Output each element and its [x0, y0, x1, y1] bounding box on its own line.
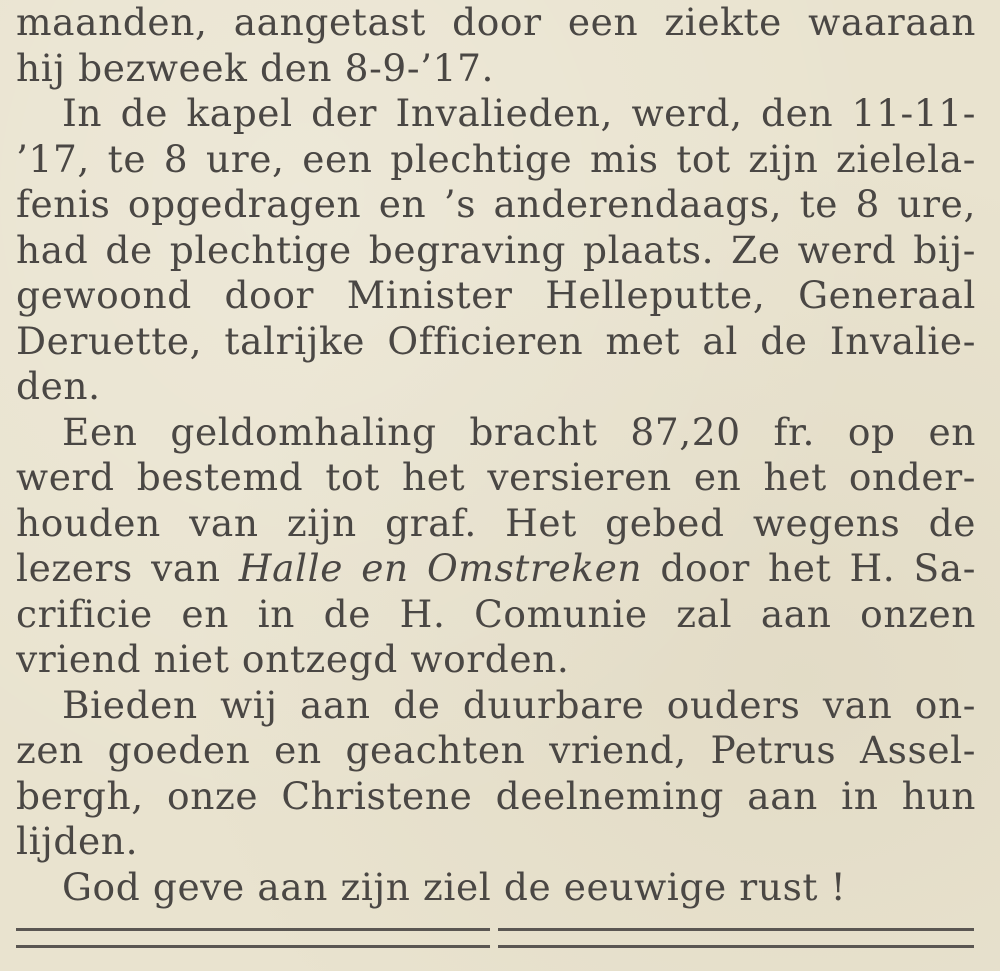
paragraph-start-line: In de kapel der Invalieden, werd, den 11-11-: [62, 91, 976, 135]
text-line: zen goeden en geachten vriend, Petrus Assel-: [16, 728, 976, 772]
publication-title: Halle en Omstreken: [238, 546, 643, 590]
text-line: gewoond door Minister Helleputte, Generaal: [16, 273, 976, 317]
text-line: maanden, aangetast door een ziekte waaraan: [16, 0, 976, 44]
text-line: ’17, te 8 ure, een plechtige mis tot zijn zielela-: [16, 136, 976, 181]
divider-left: [16, 928, 490, 948]
text-line: Deruette, talrijke Officieren met al de Invalie-: [16, 318, 976, 363]
text-line: houden van zijn graf. Het gebed wegens de: [16, 500, 976, 545]
text-line-with-title: [16, 546, 976, 592]
text-line: crificie en in de H. Comunie zal aan onzen: [16, 591, 976, 636]
text-line: hij bezweek den 8-9-’17.: [16, 45, 495, 90]
paragraph-start-line: Een geldomhaling bracht 87,20 fr. op en: [62, 409, 976, 454]
text-line: fenis opgedragen en ’s anderendaags, te 8 ure,: [16, 182, 976, 226]
text-line: had de plechtige begraving plaats. Ze werd bij-: [16, 227, 976, 272]
text-line: bergh, onze Christene deelneming aan in hun: [16, 773, 976, 818]
text-line: vriend niet ontzegd worden.: [16, 637, 570, 681]
paragraph-start-line: Bieden wij aan de duurbare ouders van on-: [62, 682, 976, 727]
text-fragment: lezers van: [16, 546, 221, 590]
text-line: lijden.: [16, 819, 139, 863]
double-rule-divider: [16, 928, 974, 950]
divider-right: [498, 928, 974, 948]
closing-line: God geve aan zijn ziel de eeuwige rust !: [62, 864, 847, 909]
text-line: den.: [16, 364, 101, 408]
text-line: werd bestemd tot het versieren en het onder-: [16, 455, 976, 499]
text-fragment: door het H. Sa-: [660, 546, 976, 590]
article-body: [16, 0, 976, 910]
